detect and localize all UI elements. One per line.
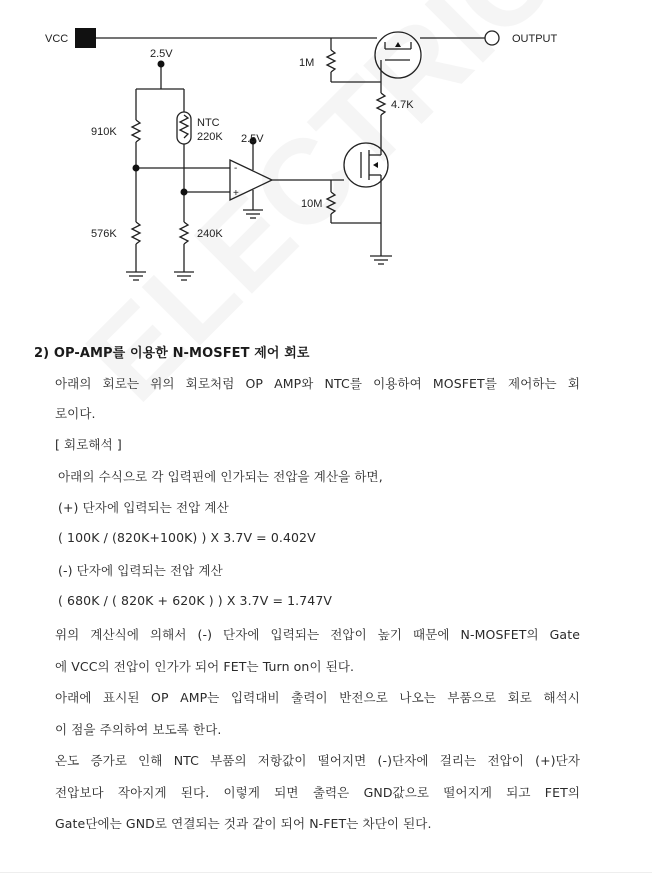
analysis-intro: 아래의 수식으로 각 입력핀에 인가되는 전압을 계산을 하면,: [58, 469, 383, 484]
vcc-terminal-icon: [75, 28, 96, 48]
para1-line-2: 에 VCC의 전압이 인가가 되어 FET는 Turn on이 된다.: [55, 659, 355, 674]
opamp-plus-label: +: [233, 188, 239, 199]
label-240k: 240K: [197, 228, 223, 240]
label-220k: 220K: [197, 131, 223, 143]
para2-line-1: 아래에 표시된 OP AMP는 입력대비 출력이 반전으로 나오는 부품으로 회로 해석시: [55, 690, 580, 705]
label-2-5v-opamp: 2.5V: [241, 133, 264, 145]
label-1m: 1M: [299, 57, 315, 69]
plus-terminal-formula: ( 100K / (820K+100K) ) X 3.7V = 0.402V: [58, 530, 316, 545]
circuit-schematic: [0, 0, 652, 300]
label-4-7k: 4.7K: [391, 99, 414, 111]
section-heading: 2) OP-AMP를 이용한 N-MOSFET 제어 회로: [34, 346, 310, 361]
para3-line-3: Gate단에는 GND로 연결되는 것과 같이 되어 N-FET는 차단이 된다.: [55, 816, 432, 831]
label-vcc: VCC: [45, 33, 69, 45]
para3-line-2: 전압보다 작아지게 된다. 이렇게 되면 출력은 GND값으로 떨어지게 되고 FET의: [55, 785, 580, 800]
intro-line-1: 아래의 회로는 위의 회로처럼 OP AMP와 NTC를 이용하여 MOSFET를 제어하는 회: [55, 376, 580, 391]
label-ntc: NTC: [197, 117, 220, 129]
label-910k: 910K: [91, 126, 117, 138]
label-10m: 10M: [301, 198, 323, 210]
label-output: OUTPUT: [512, 33, 558, 45]
plus-terminal-label: (+) 단자에 입력되는 전압 계산: [58, 500, 229, 515]
analysis-title: [ 회로해석 ]: [55, 437, 122, 452]
label-576k: 576K: [91, 228, 117, 240]
label-2-5v-top: 2.5V: [150, 48, 173, 60]
para2-line-2: 이 점을 주의하여 보도록 한다.: [55, 722, 222, 737]
minus-terminal-formula: ( 680K / ( 820K + 620K ) ) X 3.7V = 1.747V: [58, 593, 333, 608]
minus-terminal-label: (-) 단자에 입력되는 전압 계산: [58, 563, 223, 578]
opamp-minus-label: -: [234, 163, 238, 174]
para3-line-1: 온도 증가로 인해 NTC 부품의 저항값이 떨어지면 (-)단자에 걸리는 전압이 (+)단자: [55, 753, 580, 768]
intro-line-2: 로이다.: [55, 406, 96, 421]
para1-line-1: 위의 계산식에 의해서 (-) 단자에 입력되는 전압이 높기 때문에 N-MOSFET의 Gate: [55, 627, 580, 642]
